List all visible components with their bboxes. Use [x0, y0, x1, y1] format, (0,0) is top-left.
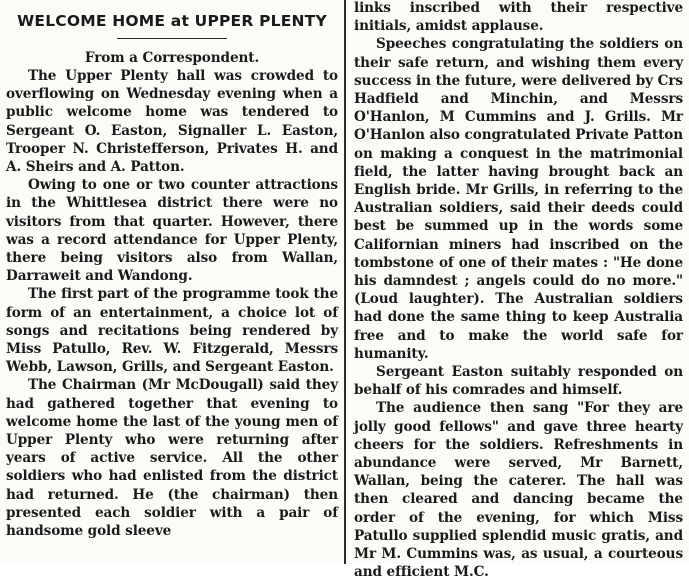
- right-column: [348, 0, 687, 581]
- paragraph-6: Sergeant Easton suitably responded on behalf of his comrades and himself.: [354, 364, 683, 399]
- byline: From a Correspondent.: [84, 50, 260, 66]
- left-column: [2, 0, 342, 564]
- paragraph-7: The audience then sang "For they are jolly good fellows" and gave three hearty cheers for the soldiers. Refreshments in abundance were served, Mr Barnett, Wallan, being the caterer. The hall was then cleared and dancing became the order of the evening, for which Miss Patullo supplied splendid music gratis, and Mr M. Cummins was, as usual, a courteous and efficient M.C.: [354, 400, 683, 581]
- paragraph-4: The Chairman (Mr McDougall) said they had gathered together that evening to welcome home the last of the young men of Upper Plenty who were returning after years of active service. All the other soldiers who had enlisted from the district had returned. He (the chairman) then presented each soldier with a pair of handsome gold sleeve: [6, 377, 338, 540]
- paragraph-3: The first part of the programme took the form of an entertainment, a choice lot of songs and recitations being rendered by Miss Patullo, Rev. W. Fitzgerald, Messrs Webb, Lawson, Grills, and Sergeant Easton.: [6, 286, 338, 376]
- paragraph-1: The Upper Plenty hall was crowded to overflowing on Wednesday evening when a public welcome home was tendered to Sergeant O. Easton, Signaller L. Easton, Trooper N. Christefferson, Privates H. and A. Sheirs and A. Patton.: [6, 68, 338, 176]
- paragraph-5: Speeches congratulating the soldiers on their safe return, and wishing them every success in the future, were delivered by Crs Hadfield and Minchin, and Messrs O'Hanlon, M Cummins and J. Grills. Mr O'Hanlon also congratulated Private Patton on making a conquest in the matrimonial field, the latter having brought back an English bride. Mr Grills, in referring to the Australian soldiers, said their deeds could best be summed up in the words some Californian miners had inscribed on the tombstone of one of their mates : "He done his damndest ; angels could do no more." (Loud laughter). The Australian soldiers had done the same thing to keep Australia free and to make the world safe for humanity.: [354, 36, 683, 362]
- paragraph-2: Owing to one or two counter attractions in the Whittlesea district there were no visitors from that quarter. However, there was a record attendance for Upper Plenty, there being visitors also from Wallan, Darraweit and Wandong.: [6, 177, 338, 285]
- continued-text: links inscribed with their respective initials, amidst applause.: [354, 0, 683, 35]
- headline: WELCOME HOME at UPPER PLENTY: [17, 12, 327, 30]
- column-divider: [344, 0, 346, 564]
- headline-rule: [117, 38, 227, 39]
